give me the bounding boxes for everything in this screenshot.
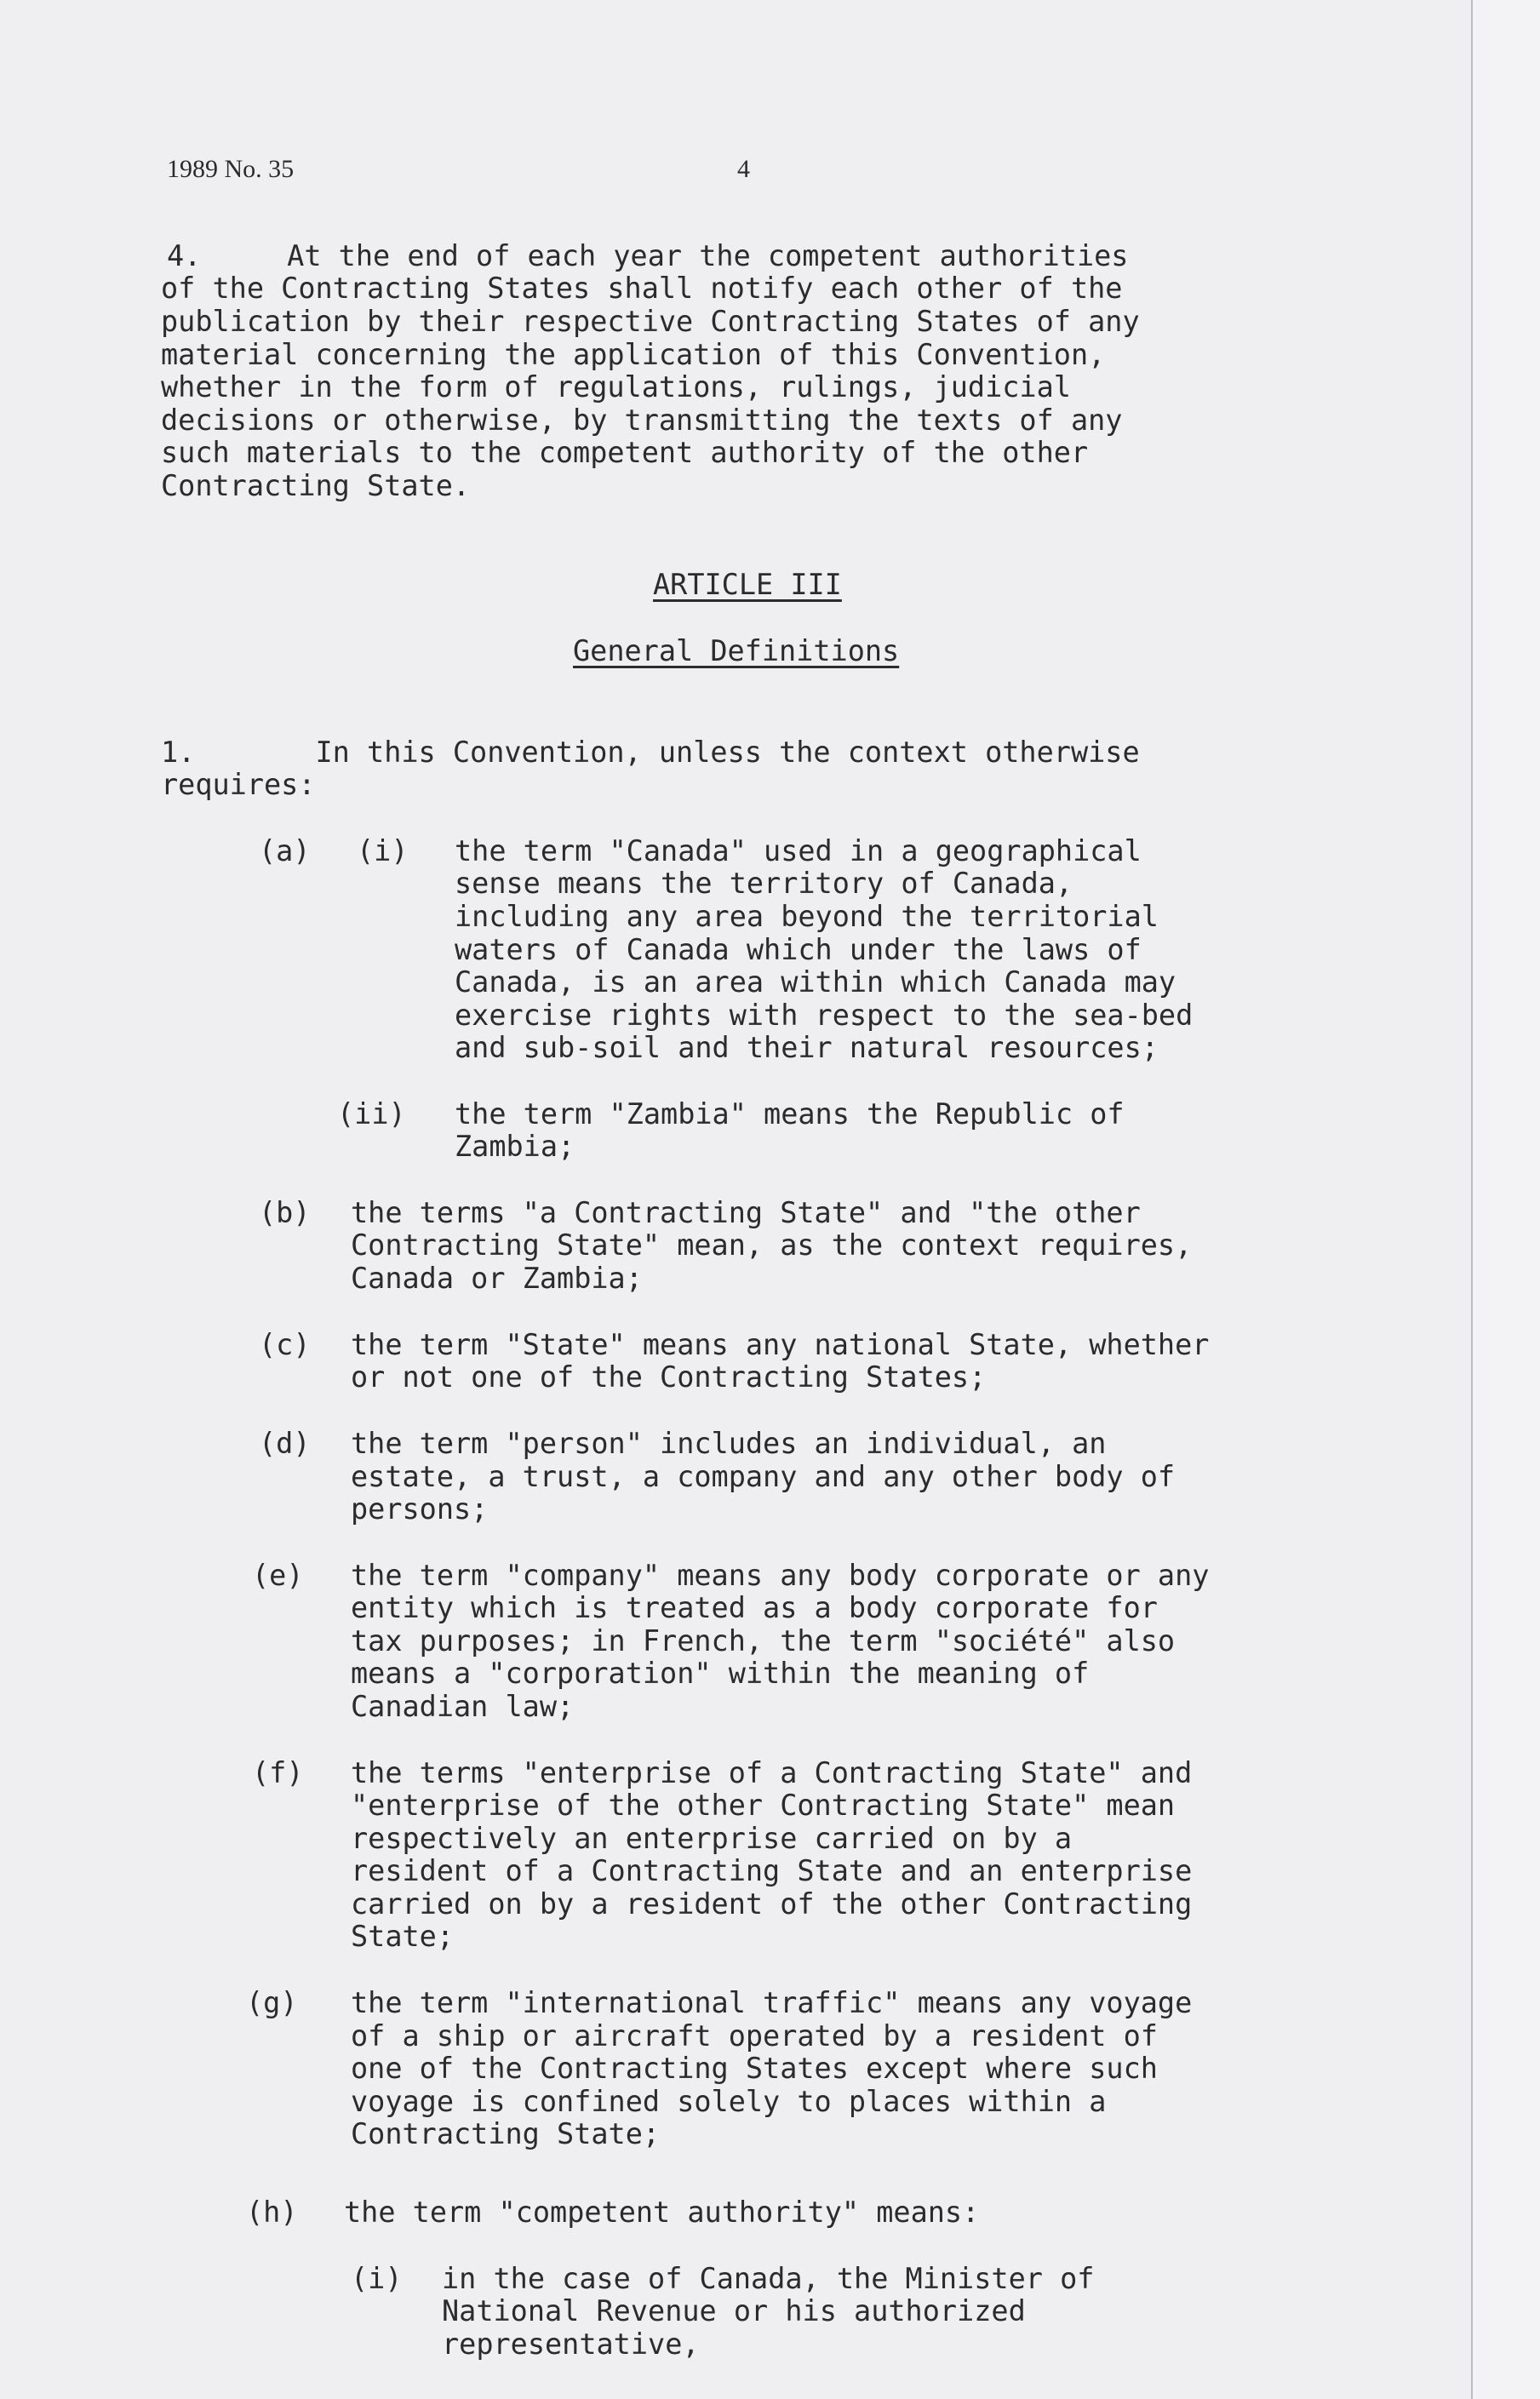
text-line: persons; <box>351 1492 489 1526</box>
item-label: (h) <box>246 2196 298 2229</box>
text-line: of the Contracting States shall notify each other of the <box>161 272 1123 305</box>
text-line: National Revenue or his authorized <box>442 2294 1026 2327</box>
text-line: the term "Canada" used in a geographical <box>455 834 1142 867</box>
text-line: and sub-soil and their natural resources; <box>455 1031 1159 1064</box>
text-line: the term "person" includes an individual, an <box>351 1427 1107 1460</box>
text-line: estate, a trust, a company and any other body of <box>351 1460 1176 1493</box>
text-line: material concerning the application of this Convention, <box>161 338 1106 371</box>
text-line: in the case of Canada, the Minister of <box>442 2262 1095 2295</box>
text-line: the term "State" means any national State, whether <box>351 1328 1210 1361</box>
text-line: Canadian law; <box>351 1690 575 1723</box>
text-line: including any area beyond the territorial <box>455 900 1159 933</box>
text-line: publication by their respective Contracting States of any <box>161 305 1140 338</box>
text-line: Canada or Zambia; <box>351 1262 643 1295</box>
item-label: (f) <box>252 1756 304 1789</box>
text-line: one of the Contracting States except where such <box>351 2052 1158 2085</box>
text-line: 1. In this Convention, unless the context otherwise <box>161 736 1140 769</box>
text-line: exercise rights with respect to the sea-bed <box>455 999 1194 1032</box>
item-label: (e) <box>252 1559 304 1592</box>
item-label: (b) <box>259 1196 311 1229</box>
text-line: 4. At the end of each year the competent authorities <box>167 239 1129 272</box>
text-line: of a ship or aircraft operated by a resident of <box>351 2019 1158 2053</box>
page-header <box>167 155 750 184</box>
gazette-number: 1989 No. 35 <box>167 155 295 183</box>
text-line: voyage is confined solely to places within a <box>351 2085 1107 2118</box>
text-line: the term "international traffic" means any voyage <box>351 1986 1193 2019</box>
text-line: Zambia; <box>455 1130 575 1163</box>
text-line: the terms "enterprise of a Contracting State" and <box>351 1756 1193 1789</box>
text-line: State; <box>351 1920 455 1953</box>
text-line: Contracting State; <box>351 2117 661 2150</box>
text-line: carried on by a resident of the other Contracting <box>351 1887 1193 1921</box>
item-label: (d) <box>259 1427 311 1460</box>
subitem-label: (ii) <box>337 1097 406 1131</box>
text-line: Contracting State" mean, as the context requires, <box>351 1228 1193 1262</box>
text-line: decisions or otherwise, by transmitting the texts of any <box>161 404 1123 437</box>
text-line: tax purposes; in French, the term "société" also <box>351 1624 1176 1658</box>
text-line: "enterprise of the other Contracting State" mean <box>351 1789 1176 1822</box>
text-line: the terms "a Contracting State" and "the other <box>351 1196 1141 1229</box>
text-line: Contracting State. <box>161 469 471 502</box>
text-line: resident of a Contracting State and an enterprise <box>351 1854 1193 1887</box>
text-line: such materials to the competent authority of the other <box>161 436 1089 469</box>
text-line: or not one of the Contracting States; <box>351 1360 987 1394</box>
page-number: 4 <box>737 155 750 183</box>
text-line: the term "competent authority" means: <box>344 2196 980 2229</box>
text-line: Canada, is an area within which Canada may <box>455 965 1176 999</box>
page-edge <box>1471 0 1540 2399</box>
text-line: waters of Canada which under the laws of <box>455 933 1142 966</box>
item-label: (a) <box>259 834 311 867</box>
subitem-label: (i) <box>351 2262 403 2295</box>
text-line: sense means the territory of Canada, <box>455 867 1073 900</box>
text-line: respectively an enterprise carried on by a <box>351 1822 1073 1855</box>
article-title: General Definitions <box>573 634 900 667</box>
text-line: the term "Zambia" means the Republic of <box>455 1097 1125 1131</box>
text-line: the term "company" means any body corporate or any <box>351 1559 1210 1592</box>
text-line: means a "corporation" within the meaning of <box>351 1657 1090 1690</box>
article-number: ARTICLE III <box>653 568 842 601</box>
text-line: entity which is treated as a body corporate for <box>351 1591 1158 1624</box>
text-line: whether in the form of regulations, rulings, judicial <box>161 370 1071 404</box>
text-line: representative, <box>442 2327 700 2361</box>
text-line: requires: <box>161 768 316 801</box>
item-label: (c) <box>259 1328 311 1361</box>
subitem-label: (i) <box>357 834 409 867</box>
item-label: (g) <box>246 1986 298 2019</box>
